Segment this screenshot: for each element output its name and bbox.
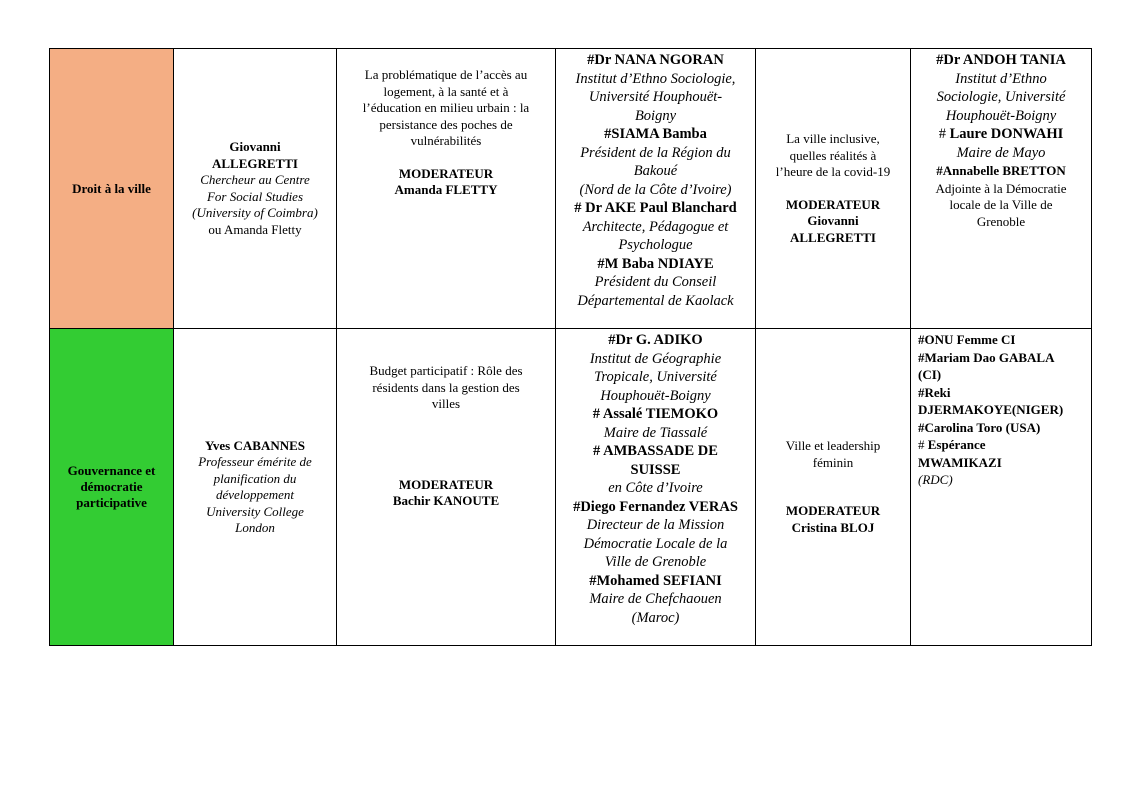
speaker-name: #Dr NANA NGORAN [587,52,724,68]
panel-topic: Budget participatif : Rôle des [369,363,523,378]
speaker-role: Houphouët-Boigny [945,107,1057,124]
speaker-role: Architecte, Pédagogue et [582,218,729,235]
theme-cell [50,49,174,329]
speaker-name: MWAMIKAZI [918,454,1002,470]
speaker-name: # AMBASSADE DE [593,443,718,459]
speaker-role: Boigny [634,107,677,124]
speaker-role: Institut d’Ethno Sociologie, [575,70,736,87]
speaker-name: #Dr ANDOH TANIA [936,52,1066,68]
speaker-role: (Nord de la Côte d’Ivoire) [579,181,732,198]
speakers-cell [556,49,756,329]
coordinator-alternate: ou Amanda Fletty [208,221,302,237]
panel-topic-cell [756,329,911,646]
speaker-role: Adjointe à la Démocratie [935,180,1067,196]
speaker-role: Psychologue [618,237,693,253]
coordinator-cell [174,49,337,329]
speakers-cell [911,329,1092,646]
speaker-name: #ONU Femme CI [918,332,1016,347]
program-table [49,48,1092,646]
coordinator-affiliation: University College [206,503,304,519]
speaker-role: Maire de Tiassalé [603,424,708,441]
speaker-role: Tropicale, Université [594,369,717,385]
speaker-name: Espérance [927,437,986,452]
speaker-name: #SIAMA Bamba [604,126,707,142]
speaker-role: Ville de Grenoble [604,554,707,570]
coordinator-affiliation: London [235,520,275,535]
panel-topic: l’éducation en milieu urbain : la [362,100,530,115]
coordinator-name: Yves CABANNES [204,437,306,453]
speaker-role: locale de la Ville de [949,197,1053,212]
speaker-name: # Dr AKE Paul Blanchard [574,200,737,216]
panel-topic: villes [431,396,461,411]
speaker-name: DJERMAKOYE(NIGER) [918,402,1064,417]
coordinator-cell [174,329,337,646]
speaker-name: #Mohamed SEFIANI [589,572,722,589]
speaker-role: Maire de Chefchaouen [589,591,722,607]
speaker-role: Démocratie Locale de la [583,535,728,552]
coordinator-affiliation: développement [216,487,294,502]
panel-topic-cell [337,49,556,329]
coordinator-affiliation: For Social Studies [206,188,304,204]
moderator-name: ALLEGRETTI [790,229,876,245]
theme-title: Gouvernance et [67,463,156,478]
coordinator-affiliation: Chercheur au Centre [200,172,310,187]
table-row [50,49,1092,329]
speaker-name: Laure DONWAHI [949,126,1064,142]
panel-topic: féminin [812,454,854,470]
moderator-label: MODERATEUR [398,476,494,492]
moderator-name: Giovanni [807,213,859,228]
panel-topic-cell [756,49,911,329]
theme-cell [50,329,174,646]
speaker-name: #Diego Fernandez VERAS [573,498,738,515]
speaker-role: Houphouët-Boigny [600,387,711,404]
moderator-label: MODERATEUR [785,503,881,518]
coordinator-affiliation: Professeur émérite de [198,454,312,469]
speaker-role: Président du Conseil [594,274,717,290]
panel-topic: résidents dans la gestion des [372,379,520,395]
speaker-name: #Dr G. ADIKO [608,332,703,348]
panel-topic: quelles réalités à [789,147,877,163]
moderator-name: Cristina BLOJ [791,519,875,535]
panel-topic: l’heure de la covid-19 [775,164,891,179]
moderator-name: Amanda FLETTY [394,182,498,197]
speaker-role: en Côte d’Ivoire [608,480,703,496]
panel-topic: La ville inclusive, [786,131,880,146]
moderator-label: MODERATEUR [398,165,494,181]
speaker-prefix: # [938,126,950,142]
speaker-country: (RDC) [918,472,953,487]
speakers-cell [556,329,756,646]
panel-topic-cell [337,329,556,646]
coordinator-affiliation: planification du [213,470,297,486]
speaker-name: #Mariam Dao GABALA [918,349,1055,365]
speaker-role: Départemental de Kaolack [577,292,734,309]
theme-title: participative [76,495,147,510]
table-row [50,329,1092,646]
speakers-cell [911,49,1092,329]
speaker-role: Maire de Mayo [956,144,1046,161]
speaker-role: (Maroc) [631,609,680,626]
speaker-name: #Annabelle BRETTON [936,163,1066,178]
theme-title: Droit à la ville [72,180,151,196]
speaker-name: (CI) [918,367,942,382]
speaker-name: #M Baba NDIAYE [597,255,714,272]
speaker-name: # Assalé TIEMOKO [592,406,719,422]
speaker-name: SUISSE [630,461,681,478]
speaker-role: Bakoué [633,163,678,179]
panel-topic: Ville et leadership [785,438,881,453]
speaker-role: Institut de Géographie [589,350,722,367]
speaker-role: Institut d’Ethno [955,70,1047,87]
moderator-label: MODERATEUR [785,196,881,212]
speaker-name: #Carolina Toro (USA) [918,419,1041,435]
speaker-role: Directeur de la Mission [586,517,725,533]
speaker-role: Président de la Région du [580,144,731,161]
moderator-name: Bachir KANOUTE [392,493,500,508]
panel-topic: La problématique de l’accès au [364,67,528,82]
coordinator-name: Giovanni [229,139,281,154]
theme-title: démocratie [80,479,143,494]
speaker-prefix: # [918,437,928,452]
panel-topic: logement, à la santé et à [383,83,509,99]
speaker-role: Sociologie, Université [936,89,1066,105]
speaker-role: Université Houphouët- [588,89,723,105]
coordinator-name: ALLEGRETTI [212,155,298,171]
speaker-role: Grenoble [976,213,1026,229]
speaker-name: #Reki [918,384,951,400]
coordinator-affiliation: (University of Coimbra) [192,205,318,220]
panel-topic: vulnérabilités [410,133,482,148]
panel-topic: persistance des poches de [379,116,513,132]
